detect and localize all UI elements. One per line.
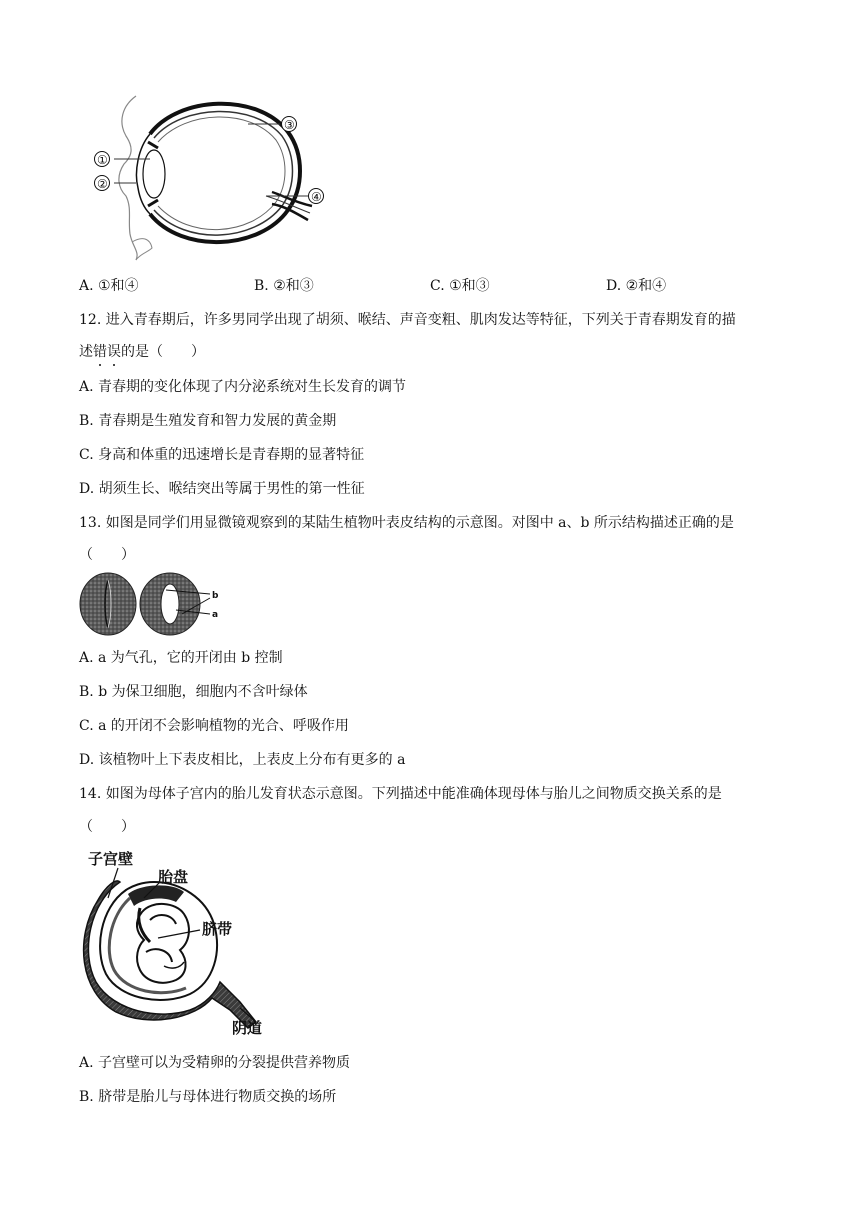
q14-option-b[interactable]: B. 脐带是胎儿与母体进行物质交换的场所 — [79, 1089, 337, 1105]
q12-emphasis-1: 错 — [93, 344, 107, 360]
q12-option-c[interactable]: C. 身高和体重的迅速增长是青春期的显著特征 — [79, 447, 365, 463]
q12-option-d[interactable]: D. 胡须生长、喉结突出等属于男性的第一性征 — [79, 481, 365, 497]
uterus-label-wall: 子宫壁 — [88, 850, 134, 868]
q12-stem-line2 — [79, 342, 205, 362]
stomata-label-a: a — [212, 610, 219, 620]
eye-label-2: ② — [97, 177, 108, 191]
uterus-label-placenta: 胎盘 — [158, 868, 189, 886]
stomata-diagram — [78, 570, 228, 640]
q12-option-a[interactable]: A. 青春期的变化体现了内分泌系统对生长发育的调节 — [79, 379, 407, 395]
q14-stem-line2: （ ） — [79, 819, 135, 835]
uterus-label-cord: 脐带 — [202, 920, 233, 938]
q13-stem-line1: 13. 如图是同学们用显微镜观察到的某陆生植物叶表皮结构的示意图。对图中 a、b 所示结构描述正确的是 — [79, 515, 734, 531]
q12-stem-line1: 12. 进入青春期后，许多男同学出现了胡须、喉结、声音变粗、肌肉发达等特征，下列关于青春期发育的描 — [79, 312, 736, 328]
q11-option-a[interactable]: A. ①和④ — [79, 278, 139, 294]
q12-option-b[interactable]: B. 青春期是生殖发育和智力发展的黄金期 — [79, 413, 337, 429]
q11-option-d[interactable]: D. ②和④ — [606, 278, 667, 294]
q14-option-a[interactable]: A. 子宫壁可以为受精卵的分裂提供营养物质 — [79, 1055, 351, 1071]
q13-option-a[interactable]: A. a 为气孔，它的开闭由 b 控制 — [79, 650, 283, 666]
q14-stem-line1: 14. 如图为母体子宫内的胎儿发育状态示意图。下列描述中能准确体现母体与胎儿之间物质交换关系的是 — [79, 786, 722, 802]
eye-label-4: ④ — [311, 190, 322, 204]
uterus-label-vagina: 阴道 — [232, 1019, 263, 1037]
q12-stem-post: 的是（ ） — [121, 344, 205, 360]
q12-emphasis-2: 误 — [107, 344, 121, 360]
q12-stem-pre: 述 — [79, 344, 93, 360]
q13-stem-line2: （ ） — [79, 547, 135, 563]
q11-option-c[interactable]: C. ①和③ — [430, 278, 490, 294]
eye-label-3: ③ — [284, 118, 295, 132]
eye-diagram — [88, 92, 338, 262]
q13-option-b[interactable]: B. b 为保卫细胞，细胞内不含叶绿体 — [79, 684, 308, 700]
q13-option-c[interactable]: C. a 的开闭不会影响植物的光合、呼吸作用 — [79, 718, 349, 734]
uterus-diagram — [80, 842, 280, 1037]
q13-option-d[interactable]: D. 该植物叶上下表皮相比，上表皮上分布有更多的 a — [79, 752, 406, 768]
stomata-label-b: b — [212, 591, 219, 601]
eye-label-1: ① — [97, 153, 108, 167]
q11-option-b[interactable]: B. ②和③ — [254, 278, 314, 294]
